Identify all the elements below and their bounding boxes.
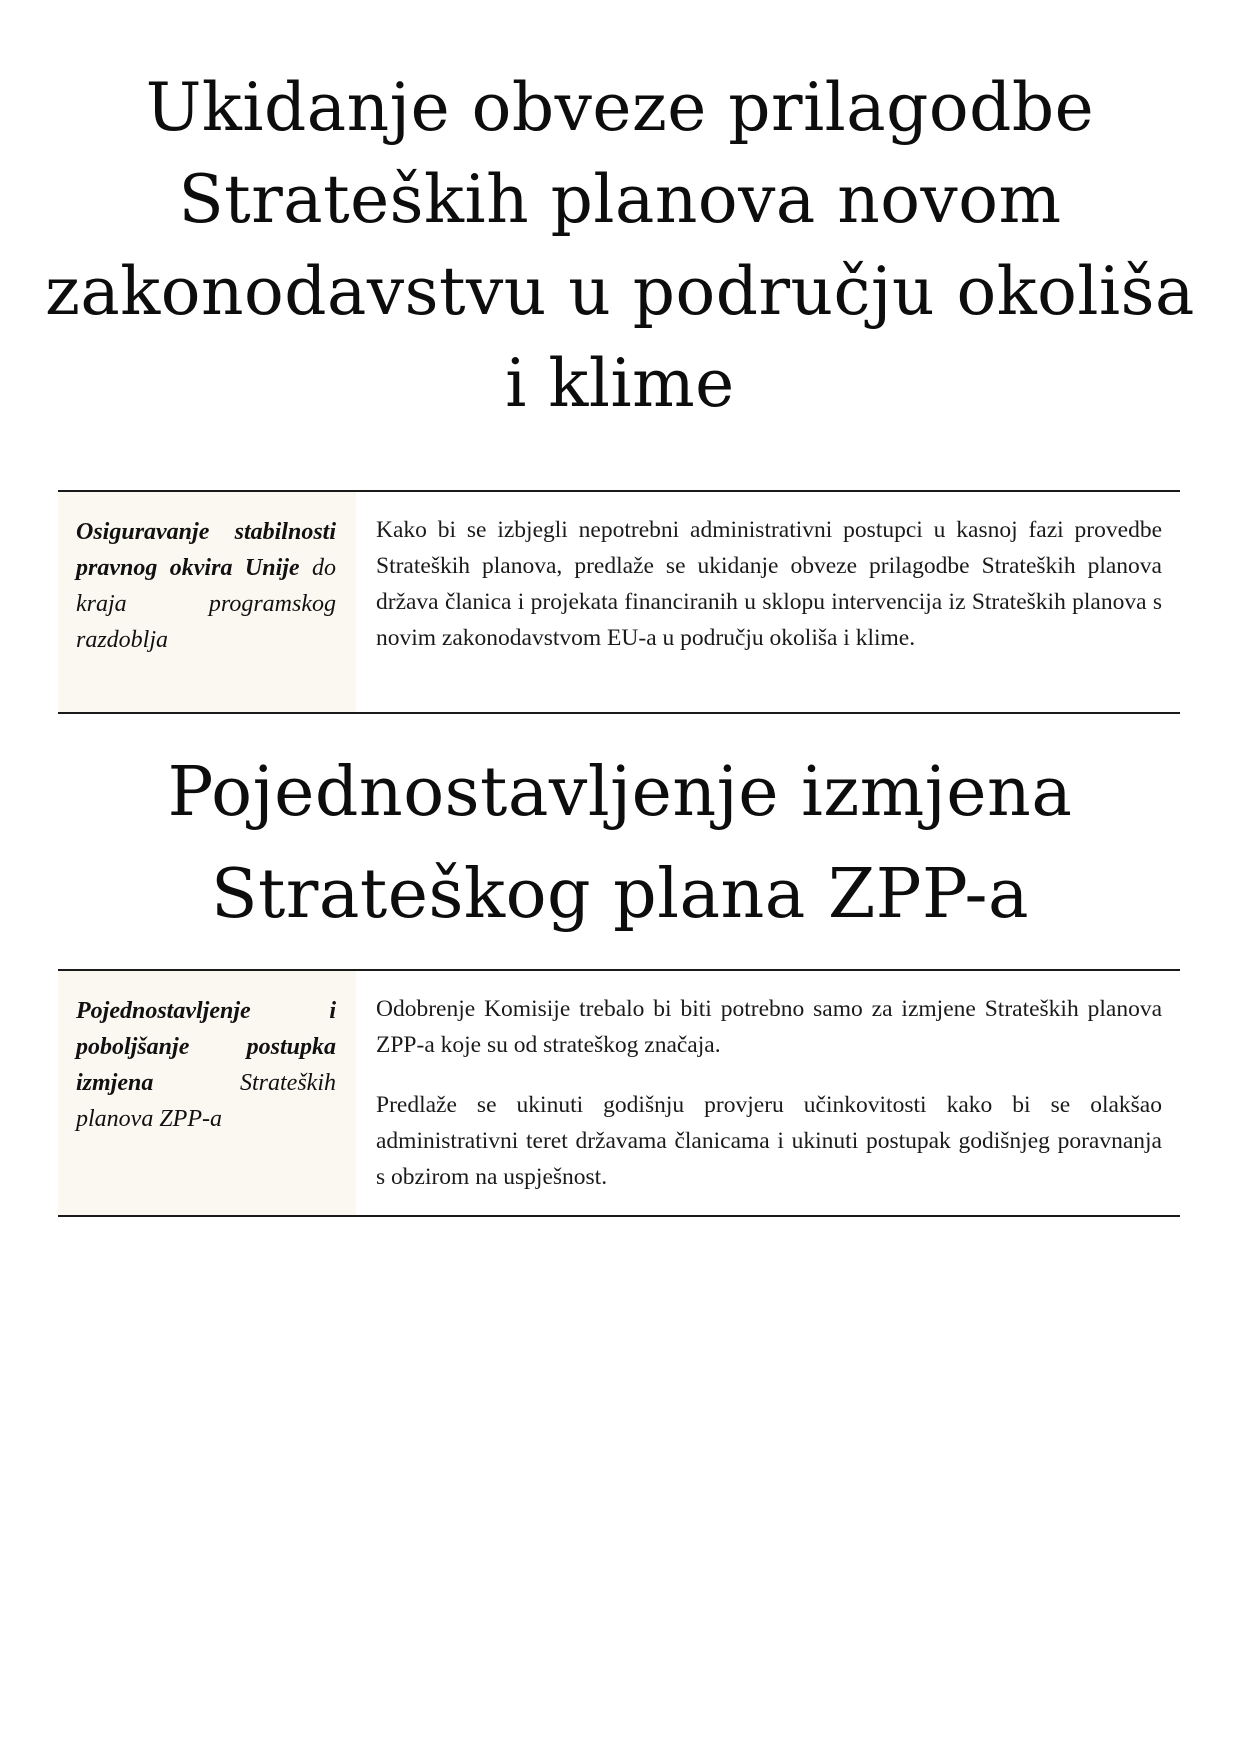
section-1-paragraph: Kako bi se izbjegli nepotrebni administrativni postupci u kasnoj fazi provedbe Strateških planova, predlaže se ukidanje obveze prilagodbe Strateških planova država članica i projekata financiranih u sklopu intervencija iz Strateških planova s novim zakonodavstvom EU-a u području okoliša i klime. bbox=[376, 517, 1162, 651]
section-2-sidebar bbox=[58, 969, 356, 1215]
section-1-heading: Ukidanje obveze prilagodbe Strateških planova novom zakonodavstvu u području okoliša i klime bbox=[45, 69, 1195, 422]
section-2-body bbox=[356, 971, 1180, 1215]
section-1-sidebar-bold: Osiguravanje stabilnosti pravnog okvira Unije bbox=[76, 519, 336, 581]
section-2-paragraph-1: Odobrenje Komisije trebalo bi biti potrebno samo za izmjene Strateških planova ZPP-a koje su od strateškog značaja. bbox=[376, 996, 1162, 1058]
section-2-paragraph-2: Predlaže se ukinuti godišnju provjeru učinkovitosti kako bi se olakšao administrativni teret državama članicama i ukinuti postupak godišnjeg poravnanja s obzirom na uspješnost. bbox=[376, 1092, 1162, 1190]
section-2-heading: Pojednostavljenje izmjena Strateškog plana ZPP-a bbox=[167, 753, 1073, 934]
section-1-body bbox=[356, 492, 1180, 712]
section-2-sidebar-bold: Pojednostavljenje i poboljšanje postupka izmjena bbox=[76, 998, 336, 1096]
section-2-sidebar-rest: Strateških planova ZPP-a bbox=[76, 1070, 336, 1132]
section-2-box bbox=[58, 969, 1180, 1217]
section-1-sidebar bbox=[58, 490, 356, 712]
section-1-box bbox=[58, 490, 1180, 714]
section-1-sidebar-rest: do kraja programskog razdoblja bbox=[76, 555, 337, 653]
